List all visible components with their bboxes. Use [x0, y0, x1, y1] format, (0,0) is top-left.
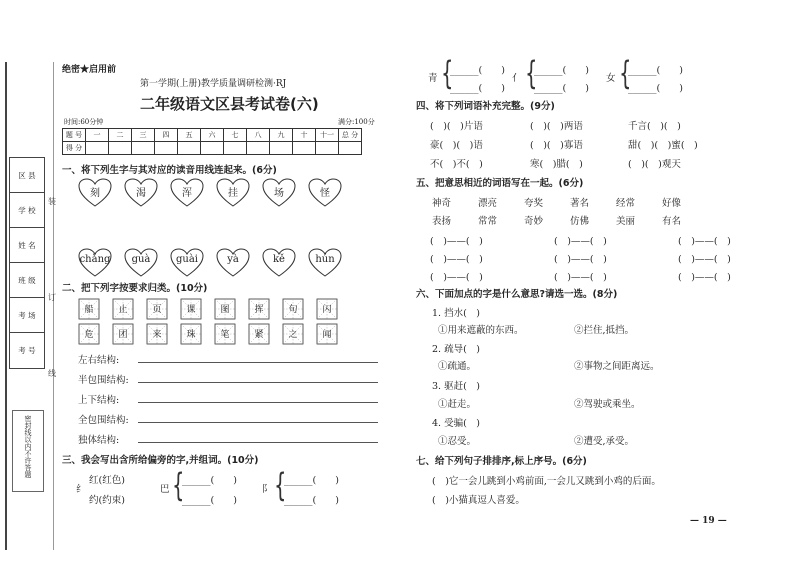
q6-option-a: ①疏通。 — [438, 361, 477, 372]
secret-label: 绝密★启用前 — [62, 65, 117, 75]
char-grid-box — [248, 298, 270, 320]
pinyin-heart[interactable] — [78, 248, 112, 278]
brace: { — [619, 54, 632, 92]
char-grid-text: 挥 — [254, 305, 264, 315]
pinyin-heart-text: guài — [175, 254, 198, 265]
bind-char-xian: 线 — [48, 369, 56, 378]
char-heart-text: 挂 — [228, 188, 238, 199]
q5-word: 奇妙 — [524, 216, 544, 227]
pinyin-heart[interactable] — [216, 248, 250, 278]
q6-option-b: ②遭受,承受。 — [574, 436, 635, 447]
blank-pair[interactable]: ______( ) — [182, 475, 237, 486]
q5-word: 表扬 — [432, 216, 452, 227]
char-grid-box — [146, 298, 168, 320]
q5-word: 有名 — [662, 216, 682, 227]
char-grid-text: 之 — [288, 330, 298, 340]
q5-word: 经常 — [616, 198, 636, 209]
field-name[interactable]: 姓 名 — [9, 227, 45, 264]
char-grid-text: 珠 — [186, 330, 196, 340]
blank-pair[interactable]: ______( ) — [450, 83, 505, 94]
char-heart-text: 渴 — [136, 188, 146, 199]
example-word-2: 约(约束) — [89, 495, 125, 506]
q5-word: 著名 — [570, 198, 590, 209]
pinyin-heart-text: guà — [131, 254, 151, 265]
binding-notice-text: 密封线以内不许答题 — [24, 415, 32, 478]
score-cell: 总 分 — [339, 129, 362, 142]
bind-char-zhuang: 装 — [48, 197, 56, 206]
answer-line[interactable] — [138, 382, 378, 383]
synonym-blank[interactable]: ( )——( ) — [554, 272, 607, 283]
brace: { — [525, 54, 538, 92]
radical-ba: 巴 — [160, 484, 170, 495]
char-grid-text: 闪 — [322, 305, 332, 315]
q5-word: 神奇 — [432, 198, 452, 209]
sentence-order-2[interactable]: ( )小猫真逗人喜爱。 — [432, 495, 525, 506]
char-heart-text: 场 — [274, 188, 284, 199]
binding-border-left — [5, 62, 7, 550]
score-input[interactable] — [201, 142, 224, 155]
score-cell: 九 — [270, 129, 293, 142]
blank-pair[interactable]: ______( ) — [450, 65, 505, 76]
q5-word: 好像 — [662, 198, 682, 209]
char-grid-text: 止 — [118, 305, 128, 315]
q5-word: 常常 — [478, 216, 498, 227]
score-input[interactable] — [178, 142, 201, 155]
radical-qing: 青 — [428, 73, 438, 84]
char-grid-box — [146, 323, 168, 345]
brace: { — [441, 54, 454, 92]
char-grid-box — [248, 323, 270, 345]
score-input[interactable] — [270, 142, 293, 155]
score-input[interactable] — [109, 142, 132, 155]
synonym-blank[interactable]: ( )——( ) — [430, 272, 483, 283]
binding-border-right — [53, 62, 54, 550]
char-heart-text: 浑 — [182, 188, 192, 199]
page-title: 二年级语文区县考试卷(六) — [140, 95, 319, 113]
q5-word: 夸奖 — [524, 198, 544, 209]
radical-ren: 亻 — [512, 73, 522, 84]
category-half-enclosed: 半包围结构: — [78, 375, 129, 386]
char-grid-text: 闻 — [322, 330, 332, 340]
q6-option-a: ①用来遮蔽的东西。 — [438, 325, 524, 336]
synonym-blank[interactable]: ( )——( ) — [430, 254, 483, 265]
score-cell: 五 — [178, 129, 201, 142]
score-cell: 二 — [109, 129, 132, 142]
score-cell: 七 — [224, 129, 247, 142]
field-school[interactable]: 学 校 — [9, 192, 45, 229]
idiom-blank[interactable]: ( )( )观天 — [628, 159, 681, 170]
char-grid-text: 页 — [152, 305, 162, 315]
blank-pair[interactable]: ______( ) — [534, 65, 589, 76]
field-number[interactable]: 考 号 — [9, 332, 45, 369]
page-number: — 19 — — [690, 516, 727, 526]
score-cell: 八 — [247, 129, 270, 142]
score-cell: 题 号 — [63, 129, 86, 142]
score-input[interactable] — [224, 142, 247, 155]
char-heart-text: 刻 — [90, 188, 100, 199]
example-word-1: 红(红色) — [89, 475, 125, 486]
radical-si: 纟 — [76, 484, 86, 495]
q6-item-2[interactable]: 2. 疏导( ) — [432, 344, 480, 355]
blank-pair[interactable]: ______( ) — [284, 495, 339, 506]
pinyin-heart-text: hún — [315, 254, 335, 265]
answer-line[interactable] — [138, 442, 378, 443]
idiom-blank[interactable]: 甜( )( )蜜( ) — [628, 140, 698, 151]
series-title: 第一学期(上册)教学质量调研检测·RJ — [140, 79, 287, 89]
score-input[interactable] — [132, 142, 155, 155]
char-grid-text: 课 — [186, 305, 196, 315]
pinyin-heart-text: yà — [227, 254, 239, 265]
char-heart[interactable] — [170, 178, 204, 208]
char-grid-box — [316, 298, 338, 320]
brace: { — [172, 466, 185, 504]
synonym-blank[interactable]: ( )——( ) — [678, 272, 731, 283]
pinyin-heart[interactable] — [308, 248, 342, 278]
score-table-row — [63, 129, 362, 142]
idiom-blank[interactable]: 豪( )( )语 — [430, 140, 483, 151]
field-class[interactable]: 班 级 — [9, 262, 45, 299]
brace: { — [274, 466, 287, 504]
score-input[interactable] — [247, 142, 270, 155]
q3-heading: 三、我会写出含所给偏旁的字,并组词。(10分) — [62, 455, 259, 466]
char-grid-text: 来 — [152, 330, 162, 340]
pinyin-heart-text: kě — [273, 254, 285, 265]
q7-heading: 七、给下列句子排排序,标上序号。(6分) — [416, 456, 587, 467]
char-heart[interactable] — [216, 178, 250, 208]
char-grid-text: 危 — [84, 330, 94, 340]
time-label: 时间:60分钟 — [64, 118, 104, 126]
score-cell: 得 分 — [63, 142, 86, 155]
q6-item-3[interactable]: 3. 驱赶( ) — [432, 381, 480, 392]
q4-heading: 四、将下列词语补充完整。(9分) — [416, 101, 555, 112]
idiom-blank[interactable]: ( )( )两语 — [530, 121, 583, 132]
char-grid-box — [214, 323, 236, 345]
synonym-blank[interactable]: ( )——( ) — [554, 254, 607, 265]
blank-pair[interactable]: ______( ) — [284, 475, 339, 486]
synonym-blank[interactable]: ( )——( ) — [554, 236, 607, 247]
category-single: 独体结构: — [78, 435, 120, 446]
bind-char-ding: 订 — [48, 293, 56, 302]
synonym-blank[interactable]: ( )——( ) — [678, 236, 731, 247]
idiom-blank[interactable]: 寒( )腊( ) — [530, 159, 583, 170]
category-top-bottom: 上下结构: — [78, 395, 120, 406]
pinyin-heart-text: chǎng — [79, 254, 111, 265]
char-grid-box — [316, 323, 338, 345]
char-grid-text: 图 — [220, 305, 230, 315]
blank-pair[interactable]: ______( ) — [628, 83, 683, 94]
synonym-blank[interactable]: ( )——( ) — [678, 254, 731, 265]
char-grid-box — [214, 298, 236, 320]
idiom-blank[interactable]: 不( )不( ) — [430, 159, 483, 170]
score-input[interactable] — [86, 142, 109, 155]
char-grid-box — [78, 323, 100, 345]
score-cell: 六 — [201, 129, 224, 142]
q5-word: 仿佛 — [570, 216, 590, 227]
char-grid-box — [180, 298, 202, 320]
synonym-blank[interactable]: ( )——( ) — [430, 236, 483, 247]
q6-option-a: ①赶走。 — [438, 399, 477, 410]
score-input[interactable] — [316, 142, 339, 155]
char-heart[interactable] — [78, 178, 112, 208]
char-heart[interactable] — [124, 178, 158, 208]
score-label: 满分:100分 — [338, 118, 375, 126]
q6-heading: 六、下面加点的字是什么意思?请选一选。(8分) — [416, 289, 618, 300]
answer-line[interactable] — [138, 402, 378, 403]
blank-pair[interactable]: ______( ) — [182, 495, 237, 506]
char-grid-text: 笔 — [220, 330, 230, 340]
char-grid-box — [112, 298, 134, 320]
score-table-row — [63, 142, 362, 155]
score-input[interactable] — [293, 142, 316, 155]
answer-line[interactable] — [138, 422, 378, 423]
char-heart[interactable] — [262, 178, 296, 208]
blank-pair[interactable]: ______( ) — [628, 65, 683, 76]
radical-fu: 阝 — [262, 484, 272, 495]
idiom-blank[interactable]: ( )( )寡语 — [530, 140, 583, 151]
q6-option-a: ①忍受。 — [438, 436, 477, 447]
char-grid-text: 船 — [84, 305, 94, 315]
category-full-enclosed: 全包围结构: — [78, 415, 129, 426]
idiom-blank[interactable]: 千言( )( ) — [628, 121, 681, 132]
q6-item-4[interactable]: 4. 受骗( ) — [432, 418, 480, 429]
char-grid-text: 紧 — [254, 330, 264, 340]
char-grid-text: 团 — [118, 330, 128, 340]
q1-heading: 一、将下列生字与其对应的读音用线连起来。(6分) — [62, 165, 277, 176]
q5-word: 美丽 — [616, 216, 636, 227]
char-grid-box — [282, 323, 304, 345]
field-room[interactable]: 考 场 — [9, 297, 45, 334]
score-cell: 一 — [86, 129, 109, 142]
score-input[interactable] — [339, 142, 362, 155]
pinyin-heart[interactable] — [170, 248, 204, 278]
q5-heading: 五、把意思相近的词语写在一起。(6分) — [416, 178, 584, 189]
pinyin-heart[interactable] — [124, 248, 158, 278]
score-input[interactable] — [155, 142, 178, 155]
idiom-blank[interactable]: ( )( )片语 — [430, 121, 483, 132]
answer-line[interactable] — [138, 362, 378, 363]
score-cell: 十一 — [316, 129, 339, 142]
q2-heading: 二、把下列字按要求归类。(10分) — [62, 283, 208, 294]
char-grid-box — [78, 298, 100, 320]
radical-nv: 女 — [606, 73, 616, 84]
blank-pair[interactable]: ______( ) — [534, 83, 589, 94]
q6-item-1[interactable]: 1. 挡水( ) — [432, 308, 480, 319]
char-grid-box — [282, 298, 304, 320]
q5-word: 漂亮 — [478, 198, 498, 209]
sentence-order-1[interactable]: ( )它一会儿跳到小鸡前面,一会儿又跳到小鸡的后面。 — [432, 476, 661, 487]
score-table — [62, 128, 362, 155]
field-district[interactable]: 区 县 — [9, 157, 45, 194]
pinyin-heart[interactable] — [262, 248, 296, 278]
char-grid-box — [112, 323, 134, 345]
score-cell: 十 — [293, 129, 316, 142]
score-cell: 四 — [155, 129, 178, 142]
score-cell: 三 — [132, 129, 155, 142]
q6-option-b: ②事物之间距离远。 — [574, 361, 660, 372]
char-grid-text: 句 — [288, 305, 298, 315]
char-heart[interactable] — [308, 178, 342, 208]
char-grid-box — [180, 323, 202, 345]
char-heart-text: 怪 — [320, 188, 330, 199]
q6-option-b: ②拦住,抵挡。 — [574, 325, 635, 336]
q6-option-b: ②驾驶或乘坐。 — [574, 399, 641, 410]
binding-notice — [12, 410, 44, 492]
category-left-right: 左右结构: — [78, 355, 120, 366]
